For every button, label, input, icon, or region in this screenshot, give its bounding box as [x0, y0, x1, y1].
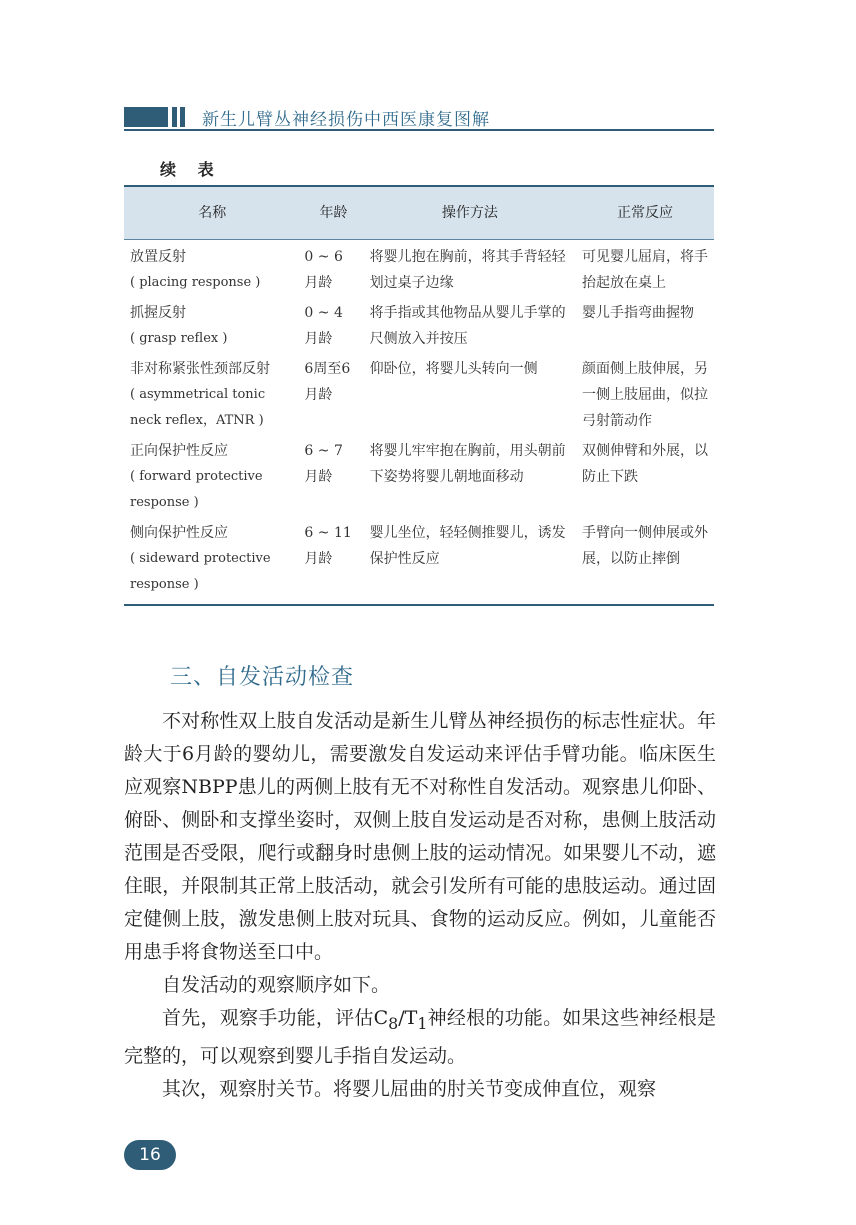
cell-method: 将婴儿抱在胸前，将其手背轻轻划过桌子边缘: [369, 249, 566, 291]
header-decor-stripe: [172, 107, 177, 127]
reflex-name-en: ( placing response ): [130, 275, 261, 290]
reflex-name-en: ( forward protective response ): [130, 469, 263, 510]
subscript: 1: [417, 1013, 428, 1033]
header-decor-bar: [124, 107, 168, 127]
reflex-name-cn: 抓握反射: [130, 305, 186, 321]
cell-name: [124, 296, 300, 352]
running-header: [124, 103, 714, 131]
cell-age: 6 ~ 11 月龄: [300, 516, 363, 605]
cell-method: 将手指或其他物品从婴儿手掌的尺侧放入并按压: [369, 305, 566, 347]
reflex-table: [124, 185, 714, 606]
cell-age: 6 ~ 7 月龄: [304, 443, 343, 485]
cell-name: [124, 516, 300, 605]
cell-age: 0 ~ 6 月龄: [304, 249, 343, 291]
book-title: 新生儿臂丛神经损伤中西医康复图解: [202, 110, 490, 130]
table-row: [124, 240, 714, 297]
subscript: 8: [388, 1013, 399, 1033]
body-text: [124, 705, 716, 1106]
reflex-name-en: ( sideward protective response ): [130, 551, 271, 592]
section-heading: 三、自发活动检查: [170, 665, 355, 690]
cell-method: 将婴儿牢牢抱在胸前，用头朝前下姿势将婴儿朝地面移动: [369, 443, 566, 485]
table-row: [124, 434, 714, 516]
cell-age: 6周至6月龄: [304, 361, 351, 403]
cell-response: 颜面侧上肢伸展，另一侧上肢屈曲，似拉弓射箭动作: [582, 361, 709, 429]
column-header-name: 名称: [124, 186, 300, 240]
paragraph-text: 首先，观察手功能，评估C: [162, 1007, 389, 1029]
table-row: [124, 352, 714, 434]
column-header-method: 操作方法: [364, 186, 576, 240]
table-header-row: [124, 186, 714, 240]
paragraph: [124, 1002, 716, 1073]
reflex-name-en: ( asymmetrical tonic neck reflex，ATNR ): [130, 387, 266, 428]
paragraph: 其次，观察肘关节。将婴儿屈曲的肘关节变成伸直位，观察: [162, 1077, 657, 1100]
table-caption: 续 表: [160, 160, 222, 179]
reflex-name-cn: 放置反射: [130, 249, 186, 265]
page-number: 16: [124, 1140, 176, 1170]
cell-name: [124, 352, 300, 434]
cell-response: 婴儿手指弯曲握物: [582, 305, 695, 321]
reflex-name-cn: 正向保护性反应: [130, 443, 228, 459]
reflex-name-cn: 侧向保护性反应: [130, 525, 228, 541]
table-row: [124, 516, 714, 605]
cell-response: 手臂向一侧伸展或外展，以防止摔倒: [576, 516, 714, 605]
cell-response: 可见婴儿屈肩，将手抬起放在桌上: [582, 249, 709, 291]
column-header-age: 年龄: [300, 186, 363, 240]
reflex-name-cn: 非对称紧张性颈部反射: [130, 361, 270, 377]
header-decor-stripe: [180, 107, 185, 127]
cell-response: 双侧伸臂和外展，以防止下跌: [582, 443, 709, 485]
cell-name: [124, 240, 300, 297]
paragraph-text: /T: [398, 1007, 418, 1029]
reflex-name-en: ( grasp reflex ): [130, 331, 228, 346]
cell-method: 婴儿坐位，轻轻侧推婴儿，诱发保护性反应: [364, 516, 576, 605]
column-header-response: 正常反应: [576, 186, 714, 240]
paragraph: 自发活动的观察顺序如下。: [162, 974, 391, 996]
cell-age: 0 ~ 4 月龄: [304, 305, 343, 347]
paragraph: 不对称性双上肢自发活动是新生儿臂丛神经损伤的标志性症状。年龄大于6月龄的婴幼儿，需要激发自发运动来评估手臂功能。临床医生应观察NBPP患儿的两侧上肢有无不对称性自发活动。观察患儿仰卧、俯卧、侧卧和支撑坐姿时，双侧上肢自发运动是否对称，患侧上肢活动范围是否受限，爬行或翻身时患侧上肢的运动情况。如果婴儿不动，遮住眼，并限制其正常上肢活动，就会引发所有可能的患肢运动。通过固定健侧上肢，激发患侧上肢对玩具、食物的运动反应。例如，儿童能否用患手将食物送至口中。: [124, 710, 716, 963]
paragraph-text: 神经根的功能。如果这些神经根是完整的，可以观察到婴儿手指自发运动。: [124, 1007, 716, 1067]
cell-name: [124, 434, 300, 516]
cell-method: 仰卧位，将婴儿头转向一侧: [369, 361, 538, 377]
table-row: [124, 296, 714, 352]
